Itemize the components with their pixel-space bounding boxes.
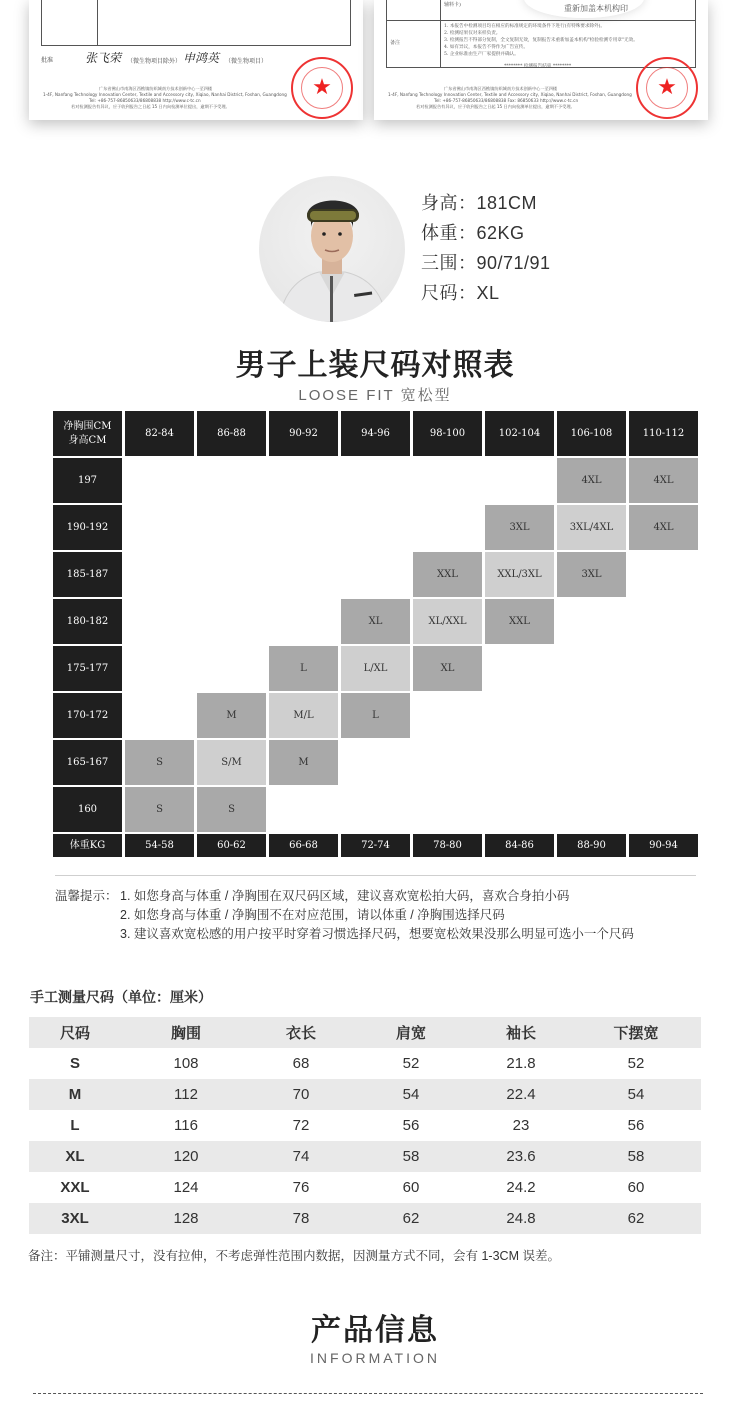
table-header-row xyxy=(29,1017,701,1048)
model-specs xyxy=(421,188,551,308)
measurement-cell: 54 xyxy=(627,1086,645,1103)
chest-range-header: 82-84 xyxy=(125,411,194,456)
size-cell: 3XL/4XL xyxy=(557,505,626,550)
weight-range-header: 54-58 xyxy=(125,834,194,857)
measurement-cell: 24.8 xyxy=(506,1210,536,1227)
size-chart-title: 男子上装尺码对照表 xyxy=(235,349,515,382)
measurement-table-title: 手工测量尺码（单位：厘米） xyxy=(30,989,212,1005)
height-range-header: 165-167 xyxy=(53,740,122,785)
measurement-cell: 120 xyxy=(173,1148,199,1165)
dotted-divider xyxy=(33,1393,703,1394)
note-line-4: 4. 如有异议，本报告不得作为广告宣传。 xyxy=(444,45,528,50)
report-frame-inner-line xyxy=(97,0,98,46)
chest-range-header: 110-112 xyxy=(629,411,698,456)
size-cell: 3XL xyxy=(557,552,626,597)
table-row xyxy=(29,1172,701,1203)
note-line-3: 3. 检测报告不得部分复制，全文复制无效，复制报告未重新加盖本机构"检验检测专用章"无效。 xyxy=(444,38,638,43)
column-header: 肩宽 xyxy=(395,1025,426,1042)
test-report-certificate-left xyxy=(29,0,363,120)
size-cell: 4XL xyxy=(629,458,698,503)
measurement-note: 备注：平铺测量尺寸，没有拉伸，不考虑弹性范围内数据，因测量方式不同，会有 1-3CM 误差。 xyxy=(28,1249,560,1263)
size-label-cell: L xyxy=(70,1117,80,1134)
footer-line-1: 广东省佛山市南海区西樵镇纺织城南方技术创新中心一至四楼 xyxy=(99,86,213,91)
measurement-cell: 60 xyxy=(402,1179,420,1196)
size-cell: XXL xyxy=(413,552,482,597)
signature-2: 申鸿英 xyxy=(183,51,220,65)
column-header: 胸围 xyxy=(170,1025,201,1042)
weight-range-header: 72-74 xyxy=(341,834,410,857)
column-header: 袖长 xyxy=(505,1025,536,1042)
measurement-cell: 23 xyxy=(512,1117,530,1134)
model-avatar-photo xyxy=(259,176,405,322)
height-range-header: 160 xyxy=(53,787,122,832)
size-cell: L xyxy=(341,693,410,738)
model-size: 尺码：XL xyxy=(421,283,500,303)
measurement-cell: 112 xyxy=(174,1086,198,1103)
footer-line-4: 若对检测报告有异议，应于收到报告之日起 15 日内向检测单位提出，逾期不予受理。 xyxy=(416,104,575,109)
height-range-header: 170-172 xyxy=(53,693,122,738)
chest-axis-label: 净胸围CM xyxy=(63,420,112,432)
footer-line-3: Tel: +86-757-86850633/86808838 http://www.c-tc.cn xyxy=(89,98,201,103)
table-row xyxy=(29,1079,701,1110)
measurement-cell: 56 xyxy=(402,1117,420,1134)
size-cell: XXL/3XL xyxy=(485,552,554,597)
note-line-5: 5. 企业标准由生产厂家提供并确认。 xyxy=(444,52,519,57)
measurement-cell: 21.8 xyxy=(506,1055,536,1072)
height-axis-label: 身高CM xyxy=(68,434,107,446)
size-cell: S xyxy=(197,787,266,832)
size-cell: 4XL xyxy=(629,505,698,550)
measurement-cell: 60 xyxy=(627,1179,645,1196)
model-measurements: 三围：90/71/91 xyxy=(421,253,551,273)
measurement-cell: 58 xyxy=(402,1148,420,1165)
approval-label: 批准 xyxy=(41,57,54,64)
size-label-cell: 3XL xyxy=(61,1210,89,1227)
chest-range-header: 90-92 xyxy=(269,411,338,456)
signature-2-role: （微生物项目） xyxy=(225,58,268,65)
measurement-cell: 78 xyxy=(292,1210,310,1227)
size-cell: S xyxy=(125,787,194,832)
height-range-header: 185-187 xyxy=(53,552,122,597)
chest-range-header: 102-104 xyxy=(485,411,554,456)
model-height: 身高：181CM xyxy=(421,193,538,213)
measurement-cell: 62 xyxy=(627,1210,645,1227)
tip-item-1: 1. 如您身高与体重 / 净胸围在双尺码区域，建议喜欢宽松拍大码，喜欢合身拍小码 xyxy=(120,889,570,903)
weight-range-header: 60-62 xyxy=(197,834,266,857)
weight-axis-label: 体重KG xyxy=(53,834,122,857)
column-header: 衣长 xyxy=(285,1025,316,1042)
product-info-subtitle: INFORMATION xyxy=(310,1350,440,1366)
report-frame-column-line xyxy=(440,0,441,68)
footer-line-1: 广东省佛山市南海区西樵镇纺织城南方技术创新中心一至四楼 xyxy=(444,86,558,91)
weight-range-header: 90-94 xyxy=(629,834,698,857)
report-bracket-text: 辅料卡) xyxy=(444,2,461,8)
measurement-cell: 128 xyxy=(173,1210,199,1227)
size-cell: M/L xyxy=(269,693,338,738)
measurement-cell: 52 xyxy=(627,1055,645,1072)
measurement-cell: 124 xyxy=(173,1179,199,1196)
size-label-cell: XXL xyxy=(60,1179,90,1196)
chest-range-header: 94-96 xyxy=(341,411,410,456)
size-cell: 3XL xyxy=(485,505,554,550)
signature-1: 张飞荣 xyxy=(85,51,122,65)
footer-line-3: Tel: +86-757-86850633/86808838 Fax: 86850633 http://www.c-tc.cn xyxy=(434,98,579,103)
size-label-cell: M xyxy=(68,1086,82,1103)
size-cell: S/M xyxy=(197,740,266,785)
chest-range-header: 98-100 xyxy=(413,411,482,456)
official-seal-stamp xyxy=(291,57,353,119)
measurement-cell: 74 xyxy=(292,1148,310,1165)
model-weight: 体重：62KG xyxy=(421,223,525,243)
table-row xyxy=(29,1048,701,1079)
tips-label: 温馨提示： xyxy=(55,889,118,903)
measurement-cell: 56 xyxy=(627,1117,645,1134)
footer-line-2: 1-4F, Nanfang Technology Innovation Center, Textile and Accessory city, Xiqiao, Nanhai District, Foshan, Guangdong xyxy=(388,92,632,97)
height-range-header: 190-192 xyxy=(53,505,122,550)
model-illustration xyxy=(259,176,405,322)
seal-star-icon: ★ xyxy=(312,73,332,99)
weight-range-header: 88-90 xyxy=(557,834,626,857)
size-chart-subtitle: LOOSE FIT 宽松型 xyxy=(298,387,452,404)
tip-item-2: 2. 如您身高与体重 / 净胸围不在对应范围，请以体重 / 净胸围选择尺码 xyxy=(120,908,505,922)
measurement-cell: 72 xyxy=(292,1117,310,1134)
chest-range-header: 106-108 xyxy=(557,411,626,456)
column-header: 下摆宽 xyxy=(613,1025,659,1042)
measurement-cell: 76 xyxy=(292,1179,310,1196)
table-row xyxy=(29,1203,701,1234)
size-cell: M xyxy=(269,740,338,785)
height-range-header: 197 xyxy=(53,458,122,503)
size-cell: S xyxy=(125,740,194,785)
note-line-1: 1. 本报告中检测项目均在相应的标准规定的环境条件下进行(有特殊要求除外)。 xyxy=(444,24,606,29)
height-range-header: 180-182 xyxy=(53,599,122,644)
signature-1-role: （微生物项目除外） xyxy=(127,58,182,65)
column-header: 尺码 xyxy=(59,1025,90,1042)
report-top-text: 重新加盖本机构印 xyxy=(564,4,628,13)
table-row xyxy=(29,1141,701,1172)
size-cell: M xyxy=(197,693,266,738)
official-seal-stamp xyxy=(636,57,698,119)
size-label-cell: XL xyxy=(65,1148,85,1165)
size-cell: XXL xyxy=(485,599,554,644)
weight-range-header: 66-68 xyxy=(269,834,338,857)
size-cell: XL xyxy=(341,599,410,644)
product-info-title: 产品信息 xyxy=(311,1314,439,1347)
matrix-corner-header xyxy=(53,411,122,456)
measurement-cell: 116 xyxy=(174,1117,198,1134)
test-report-certificate-right xyxy=(374,0,708,120)
measurement-cell: 70 xyxy=(292,1086,310,1103)
section-divider xyxy=(55,875,696,876)
report-end-text: ******** 检测报告结束 ******** xyxy=(504,64,572,69)
seal-star-icon: ★ xyxy=(657,73,677,99)
certificate-section xyxy=(0,0,750,150)
report-frame xyxy=(41,0,351,46)
measurement-cell: 52 xyxy=(402,1055,420,1072)
chest-range-header: 86-88 xyxy=(197,411,266,456)
size-cell: XL/XXL xyxy=(413,599,482,644)
footer-line-4: 若对检测报告有异议，应于收到报告之日起 15 日内向检测单位提出，逾期不予受理。 xyxy=(71,104,230,109)
size-cell: L xyxy=(269,646,338,691)
measurement-cell: 54 xyxy=(402,1086,420,1103)
report-frame-row-line xyxy=(386,20,696,21)
height-range-header: 175-177 xyxy=(53,646,122,691)
footer-line-2: 1-4F, Nanfang Technology Innovation Center, Textile and Accessory city, Xiqiao, Nanhai District, Foshan, Guangdong xyxy=(43,92,287,97)
measurement-cell: 108 xyxy=(173,1055,199,1072)
tip-item-3: 3. 建议喜欢宽松感的用户按平时穿着习惯选择尺码，想要宽松效果没那么明显可选小一个尺码 xyxy=(120,927,634,941)
table-row xyxy=(29,1110,701,1141)
weight-range-header: 78-80 xyxy=(413,834,482,857)
measurement-cell: 68 xyxy=(292,1055,310,1072)
measurement-cell: 58 xyxy=(627,1148,645,1165)
notes-label: 备注 xyxy=(390,40,401,46)
measurement-cell: 22.4 xyxy=(506,1086,536,1103)
size-cell: XL xyxy=(413,646,482,691)
size-label-cell: S xyxy=(69,1055,80,1072)
weight-range-header: 84-86 xyxy=(485,834,554,857)
measurement-cell: 23.6 xyxy=(506,1148,536,1165)
size-cell: 4XL xyxy=(557,458,626,503)
size-cell: L/XL xyxy=(341,646,410,691)
measurement-cell: 24.2 xyxy=(506,1179,536,1196)
note-line-2: 2. 检测结果仅对来样负责。 xyxy=(444,31,501,36)
measurement-cell: 62 xyxy=(402,1210,420,1227)
